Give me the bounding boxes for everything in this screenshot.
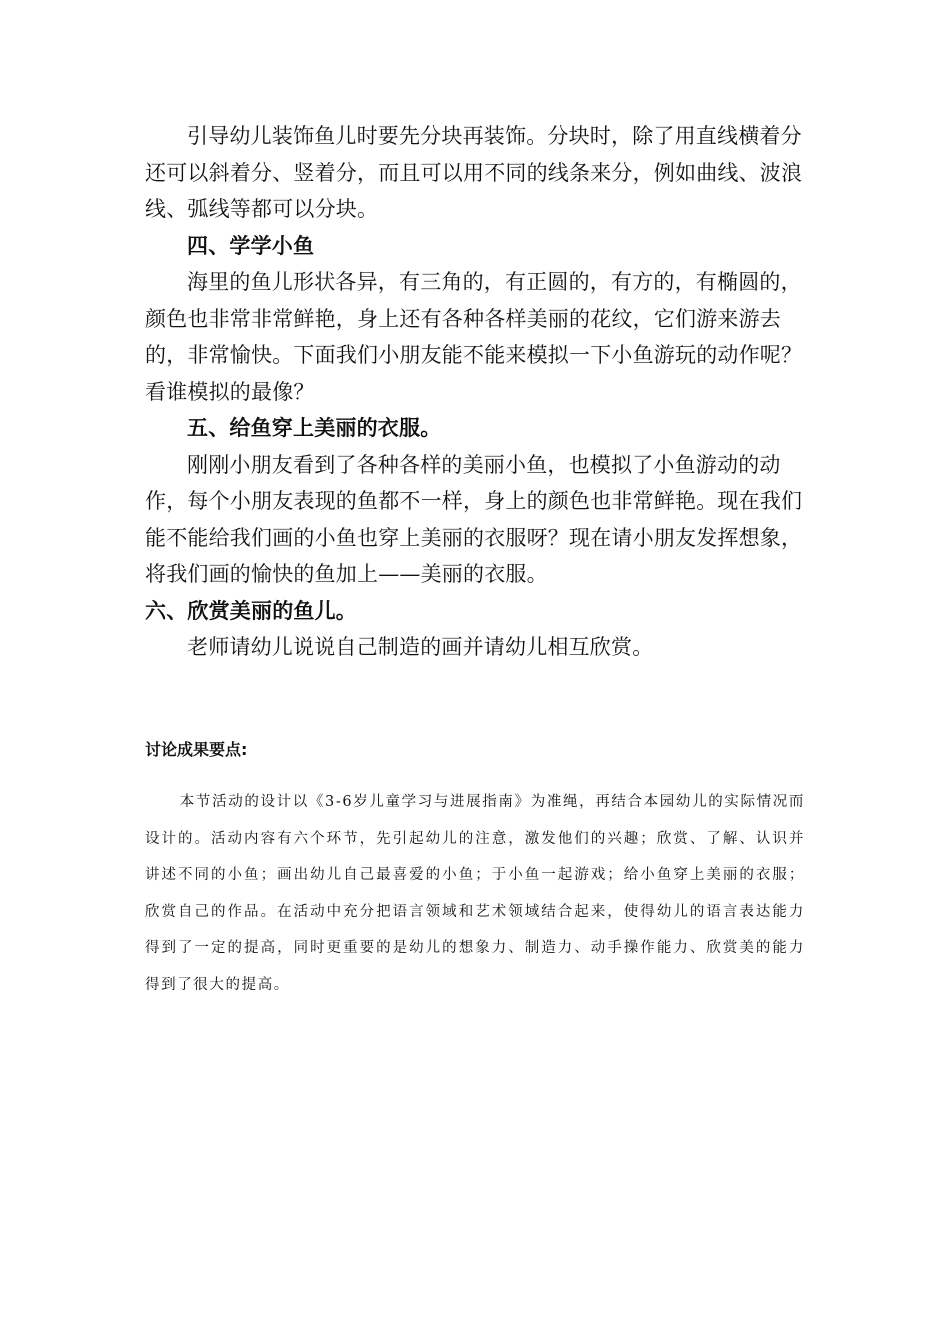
- section-heading-4: 四、学学小鱼: [187, 232, 315, 258]
- lesson-content: [145, 118, 805, 666]
- section-heading-6: 六、欣赏美丽的鱼儿。: [145, 597, 357, 623]
- paragraph-learn-fish: 海里的鱼儿形状各异，有三角的，有正圆的，有方的，有椭圆的，颜色也非常非常鲜艳，身上还有各种各样美丽的花纹，它们游来游去的，非常愉快。下面我们小朋友能不能来模拟一下小鱼游玩的动作呢？看谁模拟的最像？: [145, 270, 803, 404]
- discussion-body: 本节活动的设计以《3-6岁儿童学习与进展指南》为准绳，再结合本园幼儿的实际情况而设计的。活动内容有六个环节，先引起幼儿的注意，激发他们的兴趣；欣赏、了解、认识并讲述不同的小鱼；画出幼儿自己最喜爱的小鱼；于小鱼一起游戏；给小鱼穿上美丽的衣服；欣赏自己的作品。在活动中充分把语言领域和艺术领域结合起来，使得幼儿的语言表达能力得到了一定的提高，同时更重要的是幼儿的想象力、制造力、动手操作能力、欣赏美的能力得到了很大的提高。: [145, 794, 805, 993]
- discussion-title: 讨论成果要点:: [145, 740, 248, 759]
- discussion-section: [145, 738, 805, 1003]
- paragraph-dress-fish: 刚刚小朋友看到了各种各样的美丽小鱼，也模拟了小鱼游动的动作，每个小朋友表现的鱼都不一样，身上的颜色也非常鲜艳。现在我们能不能给我们画的小鱼也穿上美丽的衣服呀？现在请小朋友发挥想象，将我们画的愉快的鱼加上——美丽的衣服。: [145, 452, 803, 586]
- section-heading-5: 五、给鱼穿上美丽的衣服。: [187, 415, 442, 440]
- paragraph-appreciate: 老师请幼儿说说自己制造的画并请幼儿相互欣赏。: [187, 635, 654, 659]
- paragraph-decorating-fish: 引导幼儿装饰鱼儿时要先分块再装饰。分块时，除了用直线横着分还可以斜着分、竖着分，而且可以用不同的线条来分，例如曲线、波浪线、弧线等都可以分块。: [145, 124, 803, 221]
